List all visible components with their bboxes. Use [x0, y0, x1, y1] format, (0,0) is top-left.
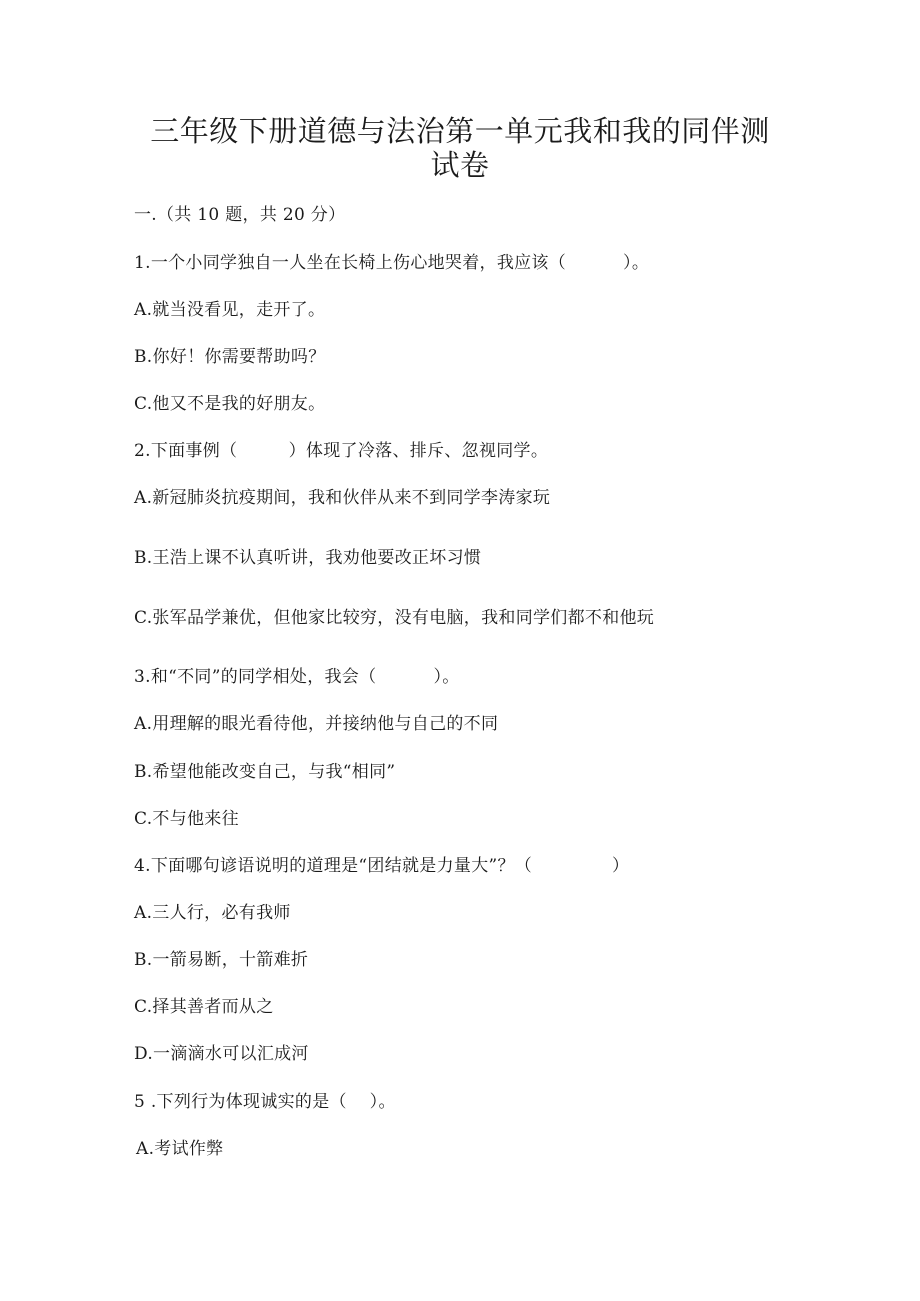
question-4-option-a: A.三人行，必有我师 — [134, 903, 291, 923]
question-2-option-c: C.张军品学兼优，但他家比较穷，没有电脑，我和同学们都不和他玩 — [134, 608, 655, 628]
question-2-option-b: B.王浩上课不认真听讲，我劝他要改正坏习惯 — [134, 548, 482, 568]
section-header: 一.（共 10 题，共 20 分） — [134, 205, 346, 225]
question-3-stem: 3.和“不同”的同学相处，我会（ ）。 — [134, 667, 460, 687]
question-3-option-b: B.希望他能改变自己，与我“相同” — [134, 762, 396, 782]
question-4-option-c: C.择其善者而从之 — [134, 997, 274, 1017]
question-4-option-d: D.一滴滴水可以汇成河 — [134, 1044, 309, 1064]
question-2-option-a: A.新冠肺炎抗疫期间，我和伙伴从来不到同学李涛家玩 — [134, 488, 551, 508]
question-5-stem: 5 .下列行为体现诚实的是（ ）。 — [134, 1092, 396, 1112]
question-3-option-c: C.不与他来往 — [134, 809, 239, 829]
question-3-option-a: A.用理解的眼光看待他，并接纳他与自己的不同 — [134, 714, 499, 734]
question-1-stem: 1.一个小同学独自一人坐在长椅上伤心地哭着，我应该（ ）。 — [134, 253, 650, 273]
page-title-line-2: 试卷 — [430, 148, 490, 182]
question-4-option-b: B.一箭易断，十箭难折 — [134, 950, 309, 970]
question-1-option-a: A.就当没看见，走开了。 — [134, 300, 326, 320]
question-2-stem: 2.下面事例（ ）体现了冷落、排斥、忽视同学。 — [134, 441, 549, 461]
question-1-option-c: C.他又不是我的好朋友。 — [134, 394, 326, 414]
page-title-line-1: 三年级下册道德与法治第一单元我和我的同伴测 — [150, 114, 770, 148]
question-4-stem: 4.下面哪句谚语说明的道理是“团结就是力量大”？（ ） — [134, 856, 630, 876]
question-1-option-b: B.你好！你需要帮助吗？ — [134, 347, 326, 367]
question-5-option-a: A.考试作弊 — [136, 1139, 224, 1159]
